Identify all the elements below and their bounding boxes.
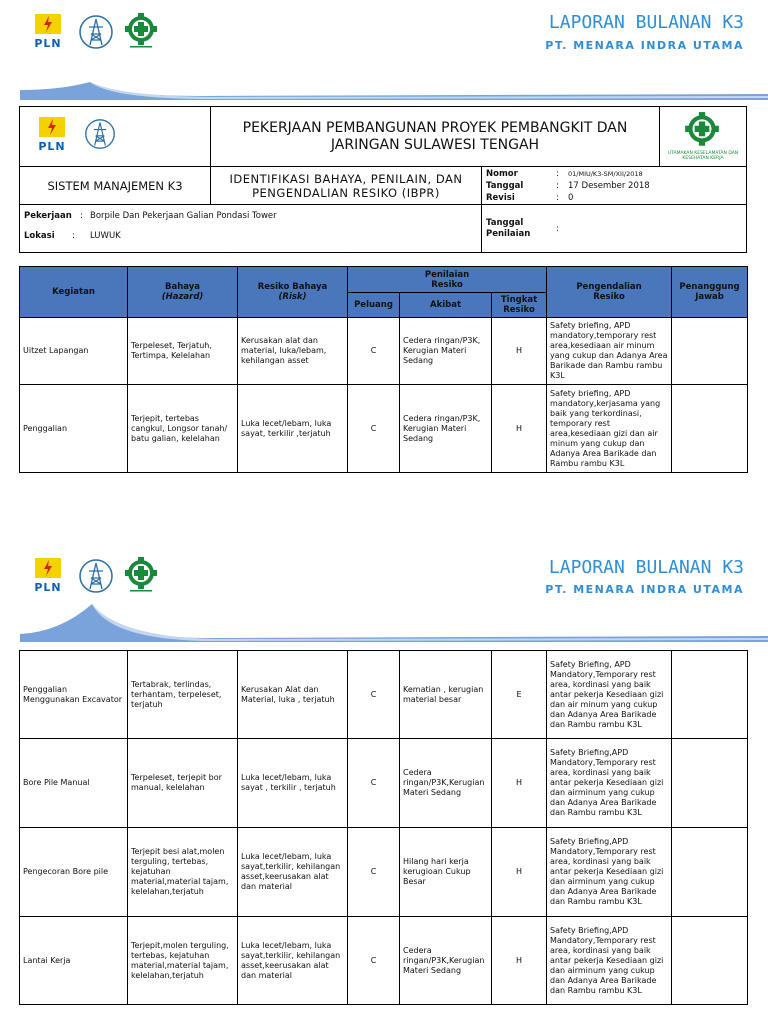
page1-header — [0, 0, 768, 100]
company-name: PT. MENARA INDRA UTAMA — [545, 583, 744, 596]
col-bahaya: Bahaya (Hazard) — [128, 267, 238, 318]
cell-peluang: C — [348, 651, 400, 739]
col-peluang: Peluang — [348, 293, 400, 318]
cell-peluang: C — [348, 917, 400, 1005]
cell-tingkat: H — [492, 318, 547, 385]
cell-akibat: Hilang hari kerja kerugioan Cukup Besar — [400, 828, 492, 917]
tanggal-value: 17 Desember 2018 — [568, 180, 650, 191]
cover-logo-cell — [20, 107, 211, 167]
cell-bahaya: Terpeleset, Terjatuh, Tertimpa, Kelelahan — [128, 318, 238, 385]
cell-bahaya: Terjepit,molen terguling, tertebas, kejatuhan material,material tajam, kelelahan,terjatuh — [128, 917, 238, 1005]
cell-penanggung-jawab — [672, 385, 748, 473]
project-title: PEKERJAAN PEMBANGUNAN PROYEK PEMBANGKIT DAN JARINGAN SULAWESI TENGAH — [211, 107, 660, 167]
k3-logo-cell — [660, 107, 747, 167]
table-row — [20, 318, 748, 385]
col-kegiatan: Kegiatan — [20, 267, 128, 318]
cell-tingkat: H — [492, 828, 547, 917]
cell-pengendalian: Safety Briefing,APD Mandatory,Temporary rest area, kordinasi yang baik antar pekerja Kesediaan gizi dan airminum yang cukup dan Adanya Area Barikade dan Rambu rambu K3L — [547, 917, 672, 1005]
header-swoosh — [0, 600, 768, 644]
tower-logo-icon — [78, 558, 114, 594]
revisi-value: 0 — [568, 192, 574, 203]
cell-kegiatan: Penggalian Menggunakan Excavator — [20, 651, 128, 739]
cell-tingkat: H — [492, 739, 547, 828]
pekerjaan-lokasi: Pekerjaan : Borpile Dan Pekerjaan Galian Pondasi Tower Lokasi : LUWUK — [20, 205, 482, 253]
cell-akibat: Cedera ringan/P3K, Kerugian Materi Sedang — [400, 318, 492, 385]
pekerjaan-value: Borpile Dan Pekerjaan Galian Pondasi Tower — [90, 211, 277, 221]
lokasi-value: LUWUK — [90, 231, 121, 241]
cell-resiko: Luka lecet/lebam, luka sayat, terkilir ,terjatuh — [238, 385, 348, 473]
ibpr-table-page1 — [19, 266, 748, 473]
cell-akibat: Cedera ringan/P3K,Kerugian Materi Sedang — [400, 739, 492, 828]
cell-penanggung-jawab — [672, 917, 748, 1005]
header-swoosh — [0, 60, 768, 102]
cell-kegiatan: Penggalian — [20, 385, 128, 473]
table-row — [20, 917, 748, 1005]
col-resiko-bahaya: Resiko Bahaya (Risk) — [238, 267, 348, 318]
cell-kegiatan: Uitzet Lapangan — [20, 318, 128, 385]
cell-bahaya: Terjepit, tertebas cangkul, Longsor tanah/ batu galian, kelelahan — [128, 385, 238, 473]
tower-logo-icon — [84, 118, 116, 150]
k3-cross-logo-icon — [122, 12, 160, 50]
tower-logo-icon — [78, 14, 114, 50]
cell-kegiatan: Bore Pile Manual — [20, 739, 128, 828]
pln-logo: PLN — [33, 14, 63, 54]
cell-akibat: Kematian , kerugian material besar — [400, 651, 492, 739]
nomor-value: 01/MIU/K3-SM/XII/2018 — [568, 169, 643, 178]
cell-peluang: C — [348, 739, 400, 828]
cell-peluang: C — [348, 828, 400, 917]
tanggal-penilaian: Tanggal Penilaian : — [482, 205, 747, 253]
col-penilaian-resiko: Penilaian Resiko — [348, 267, 547, 293]
cell-bahaya: Tertabrak, terlindas, terhantam, terpeleset, terjatuh — [128, 651, 238, 739]
pln-logo: PLN — [33, 558, 63, 598]
cell-pengendalian: Safety briefing, APD mandatory,temporary rest area,kesediaan air minum yang cukup dan Adanya Area Barikade dan Rambu rambu K3L — [547, 318, 672, 385]
cell-resiko: Luka lecet/lebam, luka sayat,terkilir, kehilangan asset,keerusakan alat dan material — [238, 917, 348, 1005]
col-pengendalian: Pengendalian Resiko — [547, 267, 672, 318]
cell-pengendalian: Safety briefing, APD mandatory,kerjasama yang baik yang terkordinasi, temporary rest area,kesediaan gizi dan air minum yang cukup dan Adanya Area Barikade dan Rambu rambu K3L — [547, 385, 672, 473]
cell-penanggung-jawab — [672, 828, 748, 917]
col-akibat: Akibat — [400, 293, 492, 318]
cell-peluang: C — [348, 318, 400, 385]
cell-resiko: Luka lecet/lebam, luka sayat , terkilir , terjatuh — [238, 739, 348, 828]
cell-resiko: Kerusakan alat dan material, luka/lebam, kehilangan asset — [238, 318, 348, 385]
k3-cross-logo-icon — [682, 111, 722, 151]
cell-kegiatan: Lantai Kerja — [20, 917, 128, 1005]
cell-penanggung-jawab — [672, 651, 748, 739]
cell-tingkat: H — [492, 917, 547, 1005]
cell-tingkat: E — [492, 651, 547, 739]
cell-pengendalian: Safety Briefing, APD Mandatory,Temporary rest area, kordinasi yang baik antar pekerja Kesediaan gizi dan air minum yang cukup dan Adanya Area Barikade dan Rambu rambu K3L — [547, 651, 672, 739]
cell-tingkat: H — [492, 385, 547, 473]
cell-akibat: Cedera ringan/P3K, Kerugian Materi Sedang — [400, 385, 492, 473]
report-title: LAPORAN BULANAN K3 — [548, 12, 744, 33]
cell-akibat: Cedera ringan/P3K,Kerugian Materi Sedang — [400, 917, 492, 1005]
cell-penanggung-jawab — [672, 739, 748, 828]
cell-pengendalian: Safety Briefing,APD Mandatory,Temporary rest area, kordinasi yang baik antar pekerja Kesediaan gizi dan airminum yang cukup dan Adanya Area Barikade dan Rambu rambu K3L — [547, 828, 672, 917]
col-penanggung-jawab: Penanggung Jawab — [672, 267, 748, 318]
cell-bahaya: Terpeleset, terjepit bor manual, kelelahan — [128, 739, 238, 828]
table-row — [20, 651, 748, 739]
ibpr-title: IDENTIFIKASI BAHAYA, PENILAIN, DAN PENGENDALIAN RESIKO (IBPR) — [211, 167, 482, 205]
cell-kegiatan: Pengecoran Bore pile — [20, 828, 128, 917]
ibpr-table-page2 — [19, 650, 748, 1005]
document-cover-table — [19, 106, 747, 253]
cell-pengendalian: Safety Briefing,APD Mandatory,Temporary rest area, kordinasi yang baik antar pekerja Kesediaan gizi dan airminum yang cukup dan Adanya Area Barikade dan Rambu rambu K3L — [547, 739, 672, 828]
company-name: PT. MENARA INDRA UTAMA — [545, 39, 744, 52]
document-info: Nomor : 01/MIU/K3-SM/XII/2018 Tanggal : 17 Desember 2018 Revisi : 0 — [482, 167, 747, 205]
table-row — [20, 385, 748, 473]
table-row — [20, 828, 748, 917]
table-row — [20, 739, 748, 828]
k3-logo-caption: UTAMAKAN KESELAMATAN DAN KESEHATAN KERJA — [667, 151, 739, 161]
pln-logo: PLN — [37, 117, 67, 157]
cell-resiko: Kerusakan Alat dan Material, luka , terjatuh — [238, 651, 348, 739]
sistem-manajemen: SISTEM MANAJEMEN K3 — [20, 167, 211, 205]
cell-peluang: C — [348, 385, 400, 473]
k3-cross-logo-icon — [122, 556, 160, 594]
cell-resiko: Luka lecet/lebam, luka sayat,terkilir, kehilangan asset,keerusakan alat dan material — [238, 828, 348, 917]
col-tingkat-resiko: Tingkat Resiko — [492, 293, 547, 318]
cell-bahaya: Terjepit besi alat,molen terguling, tertebas, kejatuhan material,material tajam, kelelahan,terjatuh — [128, 828, 238, 917]
report-title: LAPORAN BULANAN K3 — [548, 557, 744, 578]
page2-header — [0, 548, 768, 648]
cell-penanggung-jawab — [672, 318, 748, 385]
